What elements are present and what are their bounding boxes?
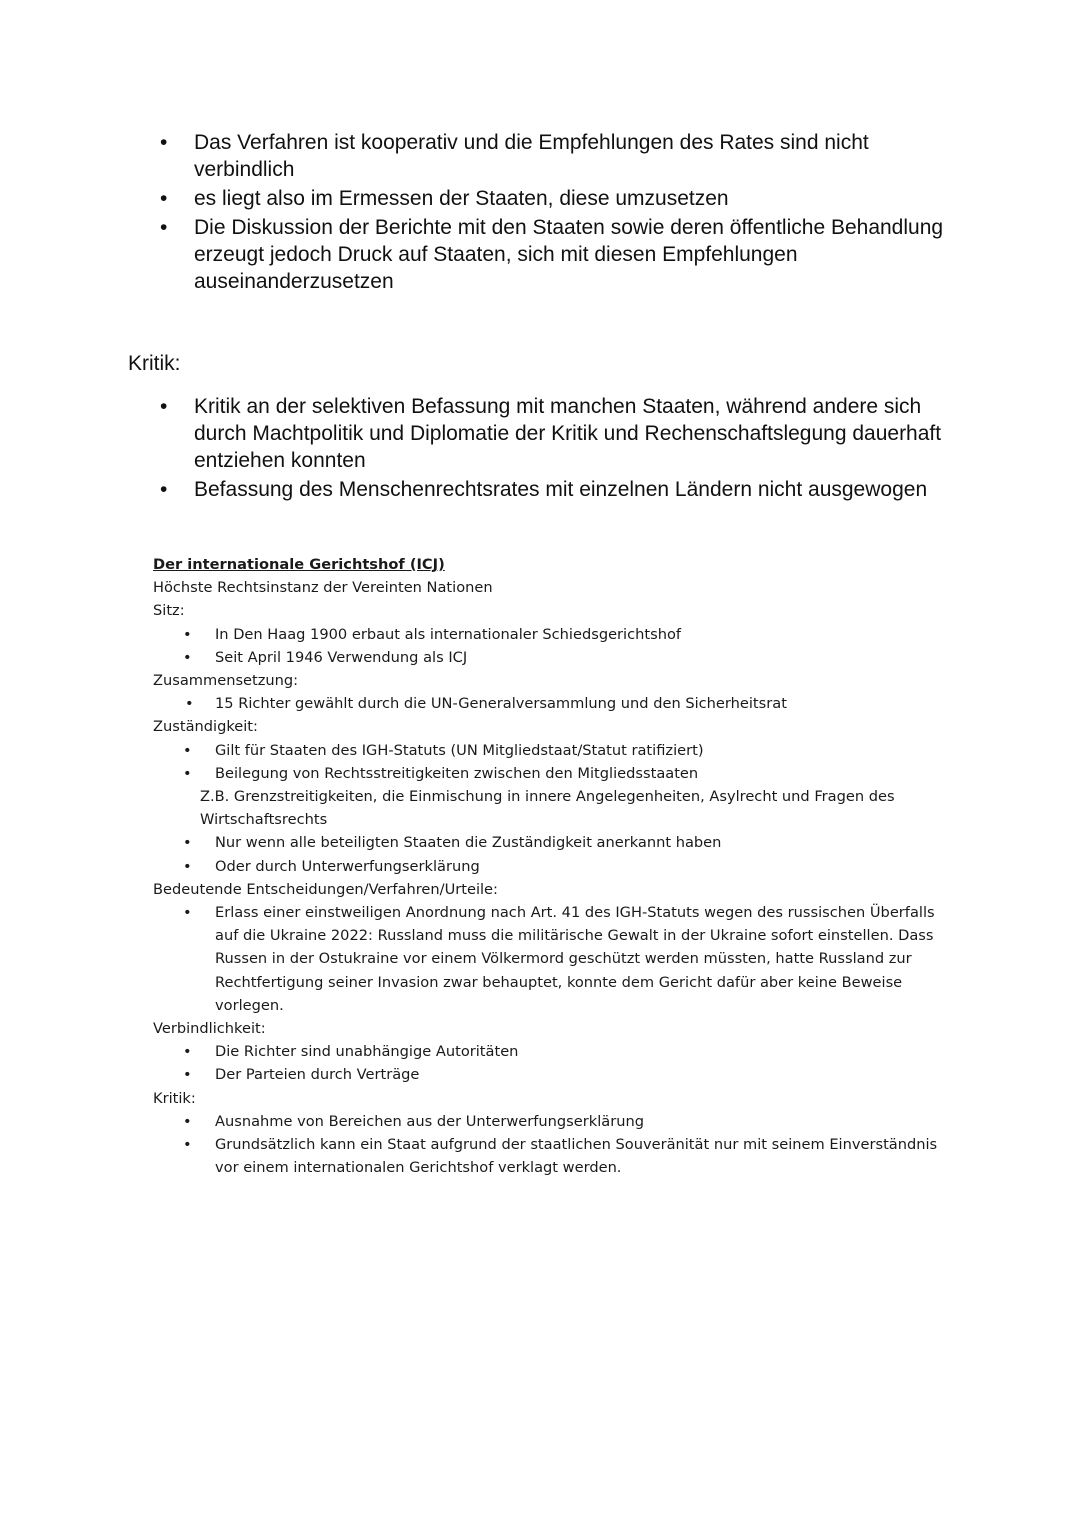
list-item: • Oder durch Unterwerfungserklärung xyxy=(153,855,953,878)
bullet-icon: • xyxy=(185,695,194,713)
zustaendigkeit-note: Z.B. Grenzstreitigkeiten, die Einmischung in innere Angelegenheiten, Asylrecht und Fragen des Wirtschaftsrechts xyxy=(200,788,895,829)
list-item: • Die Diskussion der Berichte mit den Staaten sowie deren öffentliche Behandlung erzeugt jedoch Druck auf Staaten, sich mit diesen Empfehlungen auseinanderzusetzen xyxy=(160,216,944,293)
zusammensetzung-label: Zusammensetzung: xyxy=(153,672,299,690)
verbindlichkeit-label: Verbindlichkeit: xyxy=(153,1020,266,1038)
list-item: • Gilt für Staaten des IGH-Statuts (UN Mitgliedstaat/Statut ratifiziert) xyxy=(153,739,953,762)
list-item: • Beilegung von Rechtsstreitigkeiten zwischen den Mitgliedsstaaten xyxy=(153,762,953,785)
sitz-label: Sitz: xyxy=(153,602,185,620)
bullet-icon: • xyxy=(183,741,192,759)
bullet-icon: • xyxy=(160,131,168,154)
icj-title: Der internationale Gerichtshof (ICJ) xyxy=(153,556,445,573)
procedure-bullet-list xyxy=(0,129,1080,297)
bullet-icon: • xyxy=(183,1112,192,1130)
verbindlichkeit-list xyxy=(153,1040,953,1086)
list-item: • 15 Richter gewählt durch die UN-Generalversammlung und den Sicherheitsrat xyxy=(153,692,953,715)
zustaendigkeit-list xyxy=(153,739,953,785)
bullet-icon: • xyxy=(160,216,168,239)
list-item: • Grundsätzlich kann ein Staat aufgrund der staatlichen Souveränität nur mit seinem Einverständnis vor einem internationalen Gerichtshof verklagt werden. xyxy=(153,1133,953,1179)
kritik-heading: Kritik: xyxy=(128,352,181,375)
zusammensetzung-list xyxy=(153,692,953,715)
list-item: • Der Parteien durch Verträge xyxy=(153,1063,953,1086)
kritik-bullet-list xyxy=(0,393,1080,505)
icj-section xyxy=(153,553,953,1179)
entscheidungen-list xyxy=(153,901,953,1017)
zustaendigkeit-list-continued xyxy=(153,831,953,877)
list-item: • Erlass einer einstweiligen Anordnung nach Art. 41 des IGH-Statuts wegen des russischen Überfalls auf die Ukraine 2022: Russland muss die militärische Gewalt in der Ukraine sofort einstellen. Dass Russen in der Ostukraine vor einem Völkermord geschützt werden müssten, hatte Russland zur Rechtfertigung seiner Invasion zwar behauptet, konnte dem Gericht dafür aber keine Beweise vorlegen. xyxy=(153,901,953,1017)
icj-kritik-list xyxy=(153,1110,953,1180)
bullet-icon: • xyxy=(183,625,192,643)
bullet-icon: • xyxy=(183,1066,192,1084)
bullet-icon: • xyxy=(183,834,192,852)
entscheidungen-label: Bedeutende Entscheidungen/Verfahren/Urteile: xyxy=(153,880,498,898)
bullet-icon: • xyxy=(183,904,192,922)
bullet-icon: • xyxy=(183,764,192,782)
icj-kritik-label: Kritik: xyxy=(153,1089,196,1107)
list-item: • Das Verfahren ist kooperativ und die Empfehlungen des Rates sind nicht verbindlich xyxy=(160,131,869,181)
zustaendigkeit-label: Zuständigkeit: xyxy=(153,718,258,736)
bullet-icon: • xyxy=(183,1136,192,1154)
sitz-list xyxy=(153,623,953,669)
list-item: • Die Richter sind unabhängige Autoritäten xyxy=(153,1040,953,1063)
bullet-icon: • xyxy=(183,1043,192,1061)
bullet-icon: • xyxy=(183,648,192,666)
bullet-icon: • xyxy=(160,478,168,501)
list-item: • Kritik an der selektiven Befassung mit manchen Staaten, während andere sich durch Machtpolitik und Diplomatie der Kritik und Rechenschaftslegung dauerhaft entziehen konnten xyxy=(160,395,942,472)
bullet-icon: • xyxy=(160,187,168,210)
list-item: • es liegt also im Ermessen der Staaten, diese umzusetzen xyxy=(160,187,729,210)
list-item: • Befassung des Menschenrechtsrates mit einzelnen Ländern nicht ausgewogen xyxy=(160,478,928,501)
list-item: • Nur wenn alle beteiligten Staaten die Zuständigkeit anerkannt haben xyxy=(153,831,953,854)
icj-subtitle: Höchste Rechtsinstanz der Vereinten Nationen xyxy=(153,579,493,597)
list-item: • Ausnahme von Bereichen aus der Unterwerfungserklärung xyxy=(153,1110,953,1133)
list-item: • In Den Haag 1900 erbaut als internationaler Schiedsgerichtshof xyxy=(153,623,953,646)
bullet-icon: • xyxy=(183,857,192,875)
bullet-icon: • xyxy=(160,395,168,418)
list-item: • Seit April 1946 Verwendung als ICJ xyxy=(153,646,953,669)
